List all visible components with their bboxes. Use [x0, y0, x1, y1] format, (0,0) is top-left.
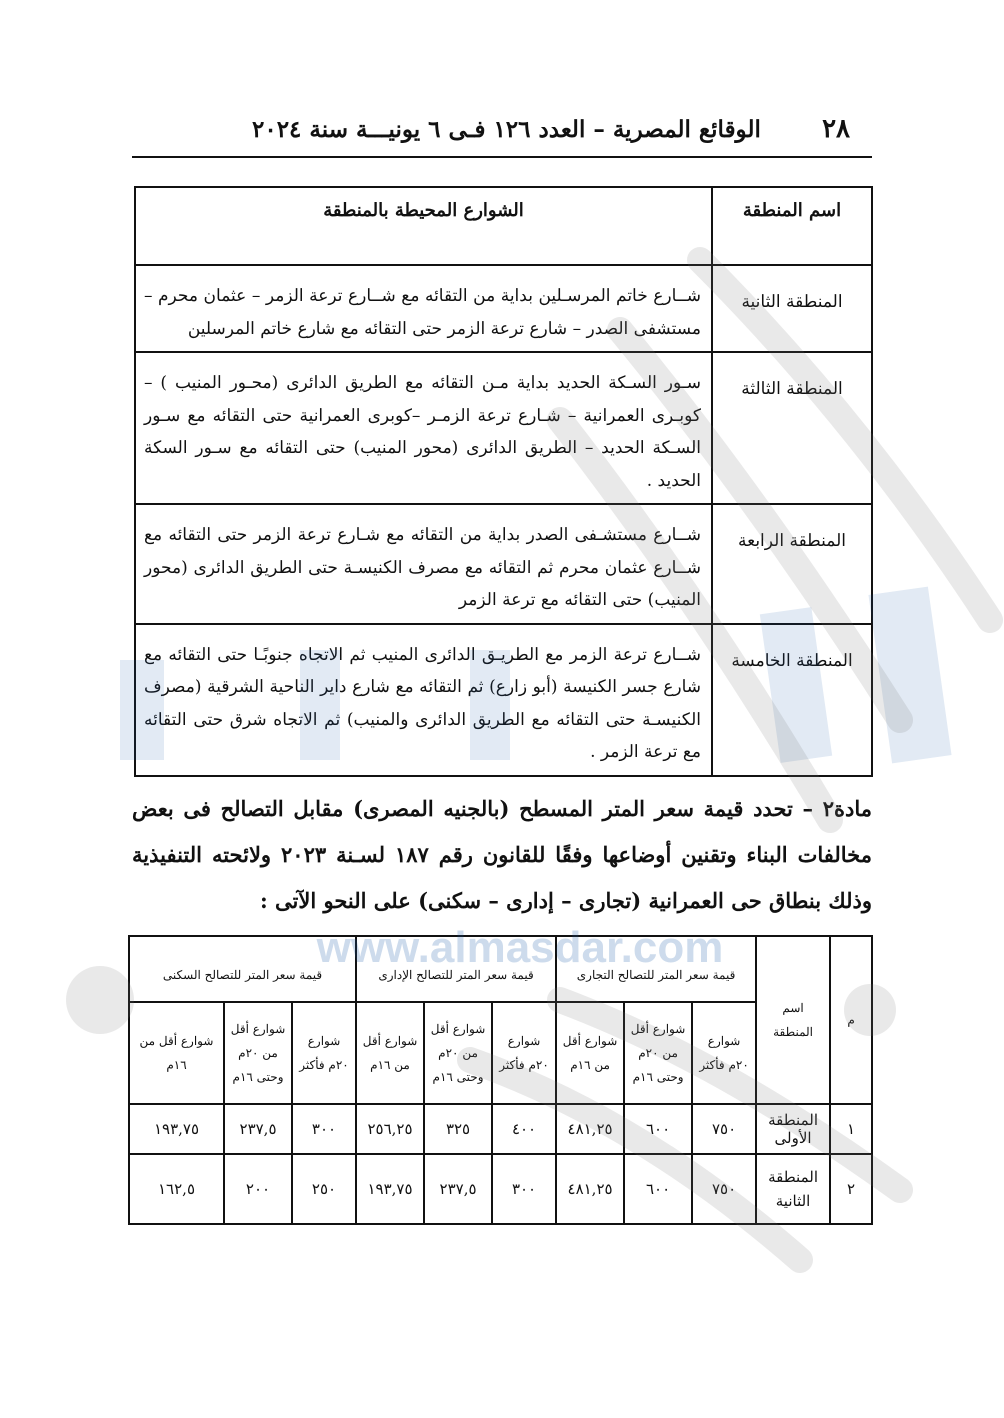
price-cell: ٤٠٠ [492, 1104, 556, 1154]
zone-name: المنطقة الرابعة [712, 504, 872, 624]
commercial-category-header: قيمة سعر المتر للتصالح التجارى [556, 936, 756, 1002]
article-label: مادة٢ [822, 796, 872, 821]
street-width-header: شوارع أقل من ١٦م [556, 1002, 624, 1104]
zone-column-header: اسم المنطقة [712, 187, 872, 265]
price-cell: ٦٠٠ [624, 1154, 692, 1224]
price-cell: ٢٣٧,٥ [424, 1154, 492, 1224]
table-header-row [135, 187, 872, 265]
price-cell: ٦٠٠ [624, 1104, 692, 1154]
street-width-header: شوارع أقل من ٢٠م وحتى ١٦م [424, 1002, 492, 1104]
street-width-header: شوارع أقل من ١٦م [129, 1002, 224, 1104]
table-row [135, 624, 872, 776]
table-row [129, 1104, 872, 1154]
street-width-header: شوارع ٢٠م فأكثر [492, 1002, 556, 1104]
price-cell: ١٩٣,٧٥ [356, 1154, 424, 1224]
article-2 [132, 786, 872, 924]
zone-header: اسم المنطقة [756, 936, 830, 1104]
price-cell: ٣٢٥ [424, 1104, 492, 1154]
street-width-header: شوارع ٢٠م فأكثر [292, 1002, 356, 1104]
price-cell: ٤٨١,٢٥ [556, 1154, 624, 1224]
price-cell: ١٦٢,٥ [129, 1154, 224, 1224]
price-cell: ٢٣٧,٥ [224, 1104, 292, 1154]
street-width-header: شوارع أقل من ٢٠م وحتى ١٦م [224, 1002, 292, 1104]
price-cell: ٣٠٠ [292, 1104, 356, 1154]
price-cell: ٧٥٠ [692, 1104, 756, 1154]
zone-name: المنطقة الثالثة [712, 352, 872, 504]
prices-table [128, 935, 873, 1225]
price-cell: ٢٥٦,٢٥ [356, 1104, 424, 1154]
page-header [132, 112, 872, 158]
table-row [135, 504, 872, 624]
zone-streets: شــارع مستشـفى الصدر بداية من التقائه مع شـارع ترعة الزمر حتى التقائه مع شــارع عثمان محرم ثم التقائه مع مصرف الكنيسـة حتى الطريق الدائرى (محور المنيب) حتى التقائه مع ترعة الزمر [135, 504, 712, 624]
row-zone: المنطقة الأولى [756, 1104, 830, 1154]
prices-header-row [129, 936, 872, 1002]
zone-streets: سـور السـكة الحديد بداية مـن التقائه مع الطريق الدائرى (محـور المنيب ) – كوبـرى العمرانية – شـارع ترعة الزمـر –كوبرى العمرانية حتى التقائه مع سـور السـكة الحديد – الطريق الدائرى (محور المنيب) حتى التقائه مع سـور السكة الحديد . [135, 352, 712, 504]
administrative-category-header: قيمة سعر المتر للتصالح الإدارى [356, 936, 556, 1002]
row-index: ٢ [830, 1154, 872, 1224]
running-title: الوقائع المصرية – العدد ١٢٦ فـى ٦ يونيـــة سنة ٢٠٢٤ [252, 116, 761, 143]
row-zone: المنطقة الثانية [756, 1154, 830, 1224]
table-row [135, 265, 872, 352]
streets-column-header: الشوارع المحيطة بالمنطقة [135, 187, 712, 265]
row-index: ١ [830, 1104, 872, 1154]
street-width-header: شوارع ٢٠م فأكثر [692, 1002, 756, 1104]
zone-streets: شــارع ترعة الزمر مع الطريـق الدائرى المنيب ثم الاتجاه جنوبًـا حتى التقائه مع شارع جسر الكنيسة (أبو زارع) ثم التقائه مع شارع داير الناحية الشرقية (مصرف الكنيسـة حتى التقائه مع الطريق الدائرى والمنيب) ثم الاتجاه شرق حتى التقائه مع ترعة الزمر . [135, 624, 712, 776]
zone-name: المنطقة الثانية [712, 265, 872, 352]
index-header: م [830, 936, 872, 1104]
street-width-header: شوارع أقل من ١٦م [356, 1002, 424, 1104]
price-cell: ٤٨١,٢٥ [556, 1104, 624, 1154]
price-cell: ٢٠٠ [224, 1154, 292, 1224]
zone-streets: شــارع خاتم المرسـلين بداية من التقائه مع شــارع ترعة الزمر – عثمان محرم – مستشفى الصدر – شارع ترعة الزمر حتى التقائه مع شارع خاتم المرسلين [135, 265, 712, 352]
zones-streets-table [134, 186, 873, 777]
zone-name: المنطقة الخامسة [712, 624, 872, 776]
price-cell: ٣٠٠ [492, 1154, 556, 1224]
table-row [129, 1154, 872, 1224]
price-cell: ٢٥٠ [292, 1154, 356, 1224]
street-width-header: شوارع أقل من ٢٠م وحتى ١٦م [624, 1002, 692, 1104]
price-cell: ٧٥٠ [692, 1154, 756, 1224]
table-row [135, 352, 872, 504]
price-cell: ١٩٣,٧٥ [129, 1104, 224, 1154]
article-text: – تحدد قيمة سعر المتر المسطح (بالجنيه المصرى) مقابل التصالح فى بعض مخالفات البناء وتقنين أوضاعها وفقًا للقانون رقم ١٨٧ لسـنة ٢٠٢٣ ولائحته التنفيذية وذلك بنطاق حى العمرانية (تجارى – إدارى – سكنى) على النحو الآتى : [132, 796, 872, 913]
residential-category-header: قيمة سعر المتر للتصالح السكنى [129, 936, 356, 1002]
page-number: ٢٨ [822, 114, 850, 144]
watermark-text: www.almasdar.com [316, 923, 724, 972]
